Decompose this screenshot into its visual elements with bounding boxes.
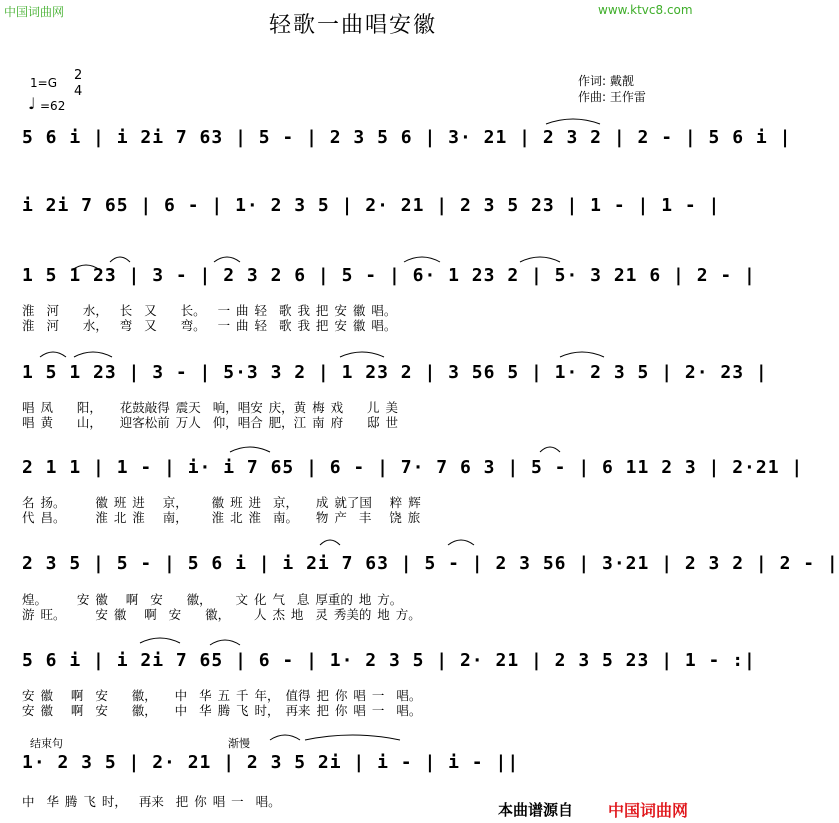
lyrics-row-8: 中 华 腾 飞 时， 再来 把 你 唱 一 唱。: [22, 794, 281, 809]
lyrics-row-4-verse-1: 唱 凤 阳， 花鼓敲得 震天 响，唱安 庆，黄 梅 戏 儿 美: [22, 400, 398, 415]
slur-arc: [305, 735, 400, 740]
slur-arc: [540, 447, 560, 452]
slur-arc: [110, 257, 130, 262]
lyrics-row-4-verse-2: 唱 黄 山， 迎客松前 万人 仰，唱合 肥，江 南 府 邸 世: [22, 415, 398, 430]
ritardando-marker: 渐慢: [228, 737, 250, 750]
slur-arc: [520, 257, 560, 262]
slur-arc: [404, 257, 440, 262]
notation-row-5: 2 1 1 | 1 - | i· i 7 65 | 6 - | 7· 7 6 3 | 5 - | 6 11 2 3 | 2·21 |: [22, 457, 804, 478]
time-signature-bottom: 4: [74, 84, 83, 99]
time-signature-top: 2: [74, 68, 83, 83]
lyrics-row-7-verse-1: 安 徽 啊 安 徽， 中 华 五 千 年， 值得 把 你 唱 一 唱。: [22, 688, 422, 703]
source-label: 本曲谱源自: [498, 801, 574, 819]
notation-row-2: i 2i 7 65 | 6 - | 1· 2 3 5 | 2· 21 | 2 3 5 23 | 1 - | 1 - |: [22, 195, 721, 216]
ending-marker: 结束句: [30, 737, 63, 750]
key-signature: 1=G: [30, 76, 57, 90]
slur-arc: [320, 540, 340, 545]
notation-row-6: 2 3 5 | 5 - | 5 6 i | i 2i 7 63 | 5 - | 2 3 56 | 3·21 | 2 3 2 | 2 - |: [22, 553, 839, 574]
slur-arc: [448, 540, 474, 545]
slur-arc: [74, 352, 112, 357]
slur-arc: [40, 352, 66, 357]
lyrics-row-3-verse-1: 淮 河 水， 长 又 长。 一 曲 轻 歌 我 把 安 徽 唱。: [22, 303, 397, 318]
lyrics-row-3-verse-2: 淮 河 水， 弯 又 弯。 一 曲 轻 歌 我 把 安 徽 唱。: [22, 318, 397, 333]
slur-arc: [140, 638, 180, 643]
notation-row-1: 5 6 i | i 2i 7 63 | 5 - | 2 3 5 6 | 3· 21 | 2 3 2 | 2 - | 5 6 i |: [22, 127, 792, 148]
slur-arc: [214, 257, 240, 262]
lyrics-row-5-verse-2: 代 昌。 淮 北 淮 南， 淮 北 淮 南。 物 产 丰 饶 旅: [22, 510, 421, 525]
song-title: 轻歌一曲唱安徽: [268, 13, 437, 38]
lyrics-row-7-verse-2: 安 徽 啊 安 徽， 中 华 腾 飞 时， 再来 把 你 唱 一 唱。: [22, 703, 422, 718]
slur-arc: [546, 119, 600, 124]
lyrics-row-5-verse-1: 名 扬。 徽 班 进 京， 徽 班 进 京， 成 就了国 粹 辉: [22, 495, 421, 510]
lyricist-credit: 作词: 戴靓: [578, 74, 634, 88]
lyrics-row-6-verse-2: 游 旺。 安 徽 啊 安 徽， 人 杰 地 灵 秀美的 地 方。: [22, 607, 421, 622]
watermark-top-right: www.ktvc8.com: [598, 3, 693, 17]
slur-arc: [230, 447, 270, 452]
source-site-link[interactable]: 中国词曲网: [608, 801, 689, 820]
lyrics-row-6-verse-1: 煌。 安 徽 啊 安 徽， 文 化 气 息 厚重的 地 方。: [22, 592, 403, 607]
slur-arc: [560, 352, 604, 357]
watermark-top-left: 中国词曲网: [4, 5, 65, 19]
notation-row-7: 5 6 i | i 2i 7 65 | 6 - | 1· 2 3 5 | 2· 21 | 2 3 5 23 | 1 - :|: [22, 650, 756, 671]
composer-credit: 作曲: 王作雷: [578, 90, 646, 104]
notation-row-3: 1 5 1 23 | 3 - | 2 3 2 6 | 5 - | 6· 1 23 2 | 5· 3 21 6 | 2 - |: [22, 265, 756, 286]
notation-row-8: 1· 2 3 5 | 2· 21 | 2 3 5 2i | i - | i - ||: [22, 752, 520, 773]
slur-arc: [340, 352, 384, 357]
tempo-marking: =62: [40, 99, 66, 113]
notation-row-4: 1 5 1 23 | 3 - | 5·3 3 2 | 1 23 2 | 3 56 5 | 1· 2 3 5 | 2· 23 |: [22, 362, 768, 383]
slur-arc: [210, 640, 240, 645]
slur-arc: [270, 735, 300, 740]
quarter-note-icon: ♩: [28, 94, 36, 113]
